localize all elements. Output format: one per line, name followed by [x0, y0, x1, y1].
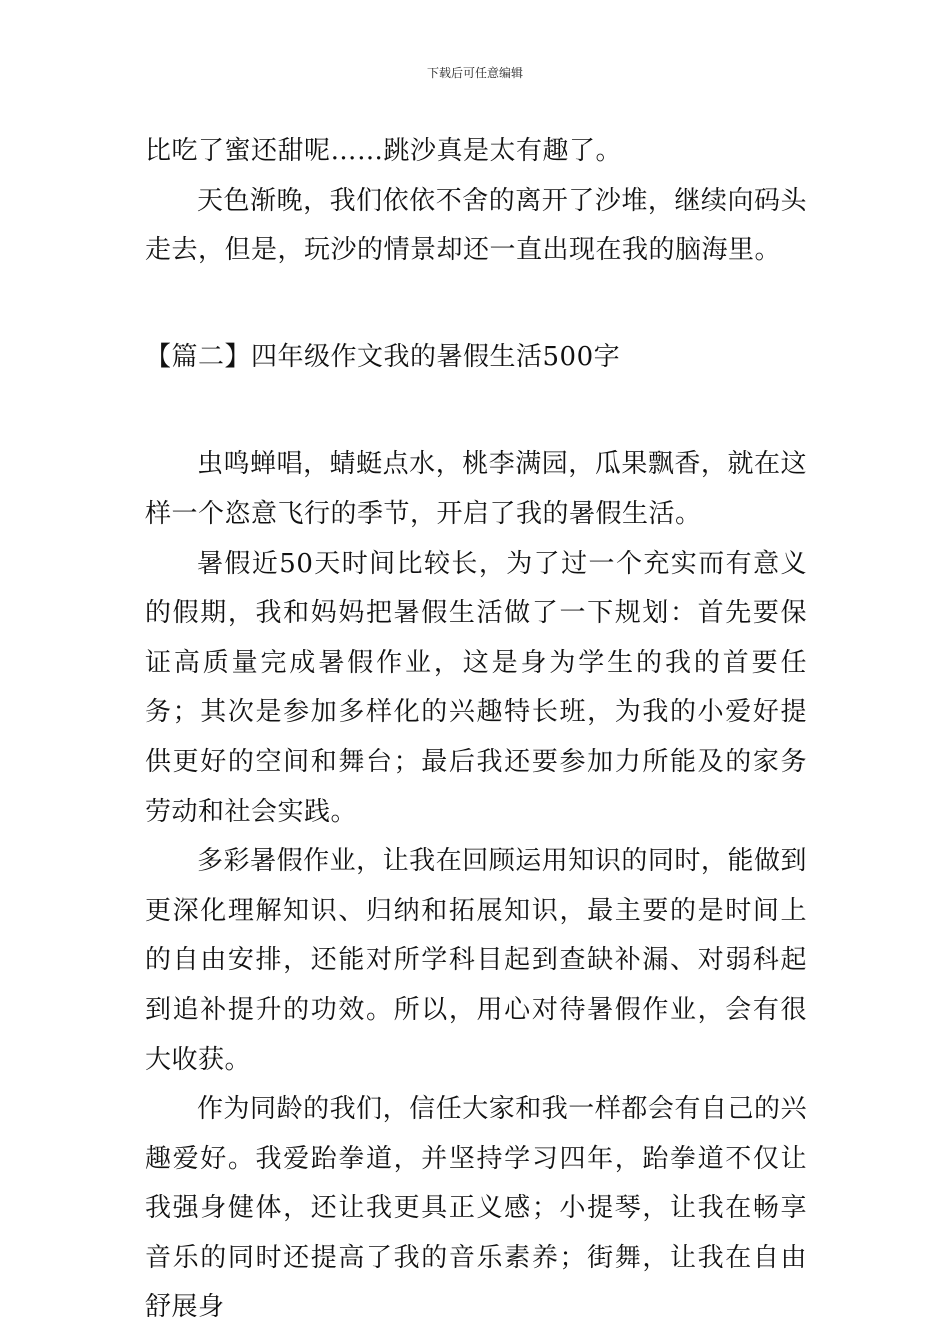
paragraph: 作为同龄的我们，信任大家和我一样都会有自己的兴趣爱好。我爱跆拳道，并坚持学习四年，跆拳道不仅让我强身健体，还让我更具正义感；小提琴，让我在畅享音乐的同时还提高了我的音乐素养；街舞，让我在自由舒展身 [145, 1094, 807, 1323]
paragraph: 天色渐晚，我们依依不舍的离开了沙堆，继续向码头走去，但是，玩沙的情景却还一直出现在我的脑海里。 [145, 185, 807, 266]
section-title: 【篇二】四年级作文我的暑假生活500字 [145, 341, 621, 372]
paragraph: 暑假近50天时间比较长，为了过一个充实而有意义的假期，我和妈妈把暑假生活做了一下规划：首先要保证高质量完成暑假作业，这是身为学生的我的首要任务；其次是参加多样化的兴趣特长班，为我的小爱好提供更好的空间和舞台；最后我还要参加力所能及的家务劳动和社会实践。 [145, 548, 807, 827]
paragraph-continuation: 比吃了蜜还甜呢……跳沙真是太有趣了。 [145, 136, 623, 166]
document-body [145, 127, 807, 1333]
paragraph: 虫鸣蝉唱，蜻蜓点水，桃李满园，瓜果飘香，就在这样一个恣意飞行的季节，开启了我的暑假生活。 [145, 449, 807, 529]
page-header: 下载后可任意编辑 [426, 66, 523, 80]
paragraph: 多彩暑假作业，让我在回顾运用知识的同时，能做到更深化理解知识、归纳和拓展知识，最主要的是时间上的自由安排，还能对所学科目起到查缺补漏、对弱科起到追补提升的功效。所以，用心对待暑假作业，会有很大收获。 [145, 846, 807, 1075]
